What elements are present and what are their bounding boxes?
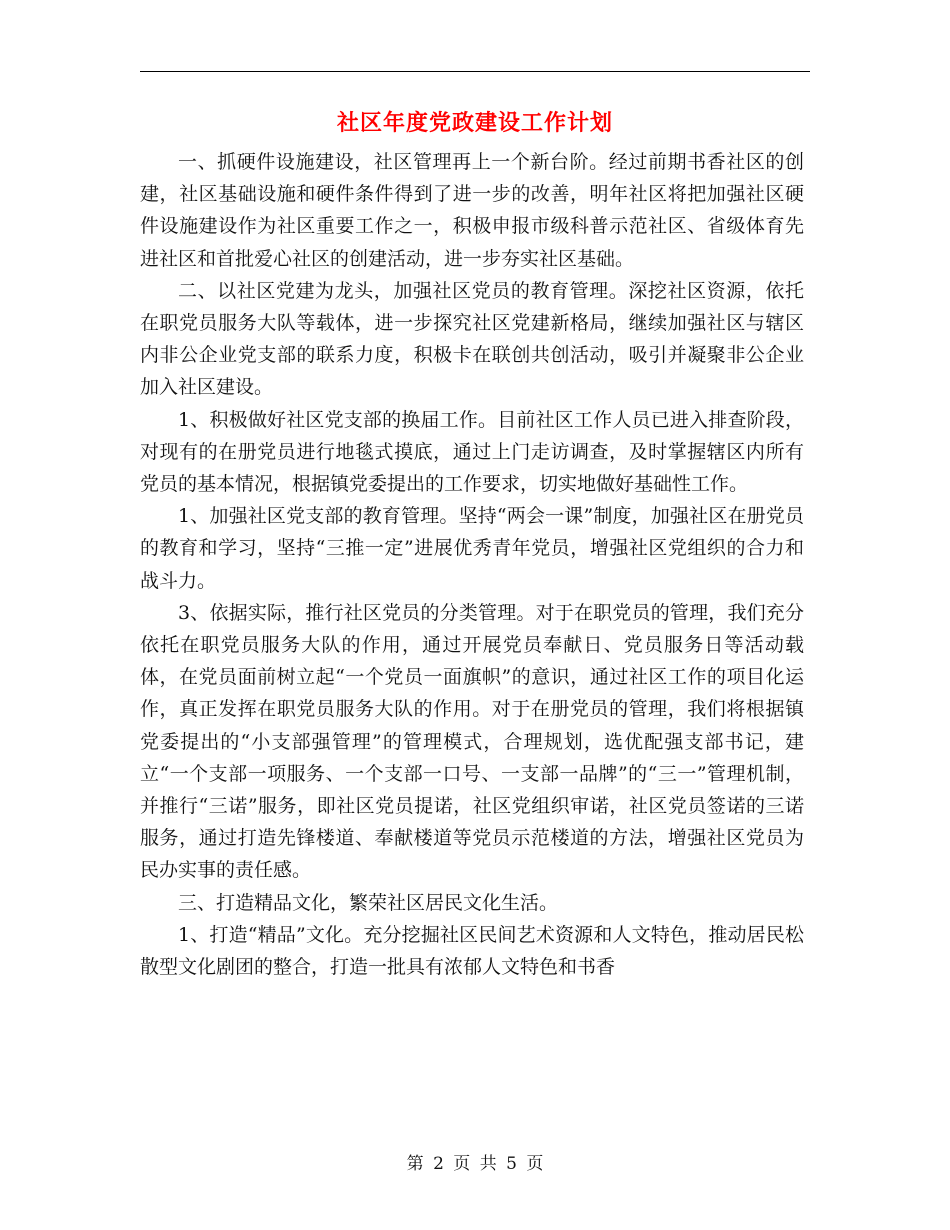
paragraph-2: 二、以社区党建为龙头，加强社区党员的教育管理。深挖社区资源，依托在职党员服务大队等载体，进一步探究社区党建新格局，继续加强社区与辖区内非公企业党支部的联系力度，积极卡在联创共创活动，吸引并凝聚非公企业加入社区建设。 xyxy=(140,279,804,399)
document-body xyxy=(140,146,804,983)
document-title: 社区年度党政建设工作计划 xyxy=(336,111,613,136)
paragraph-6: 三、打造精品文化，繁荣社区居民文化生活。 xyxy=(178,891,559,914)
page-number-footer: 第 2 页 共 5 页 xyxy=(406,1154,544,1174)
paragraph-5: 3、依据实际，推行社区党员的分类管理。对于在职党员的管理，我们充分依托在职党员服务大队的作用，通过开展党员奉献日、党员服务日等活动载体，在党员面前树立起“一个党员一面旗帜”的意识，通过社区工作的项目化运作，真正发挥在职党员服务大队的作用。对于在册党员的管理，我们将根据镇党委提出的“小支部强管理”的管理模式，合理规划，选优配强支部书记，建立“一个支部一项服务、一个支部一口号、一支部一品牌”的“三一”管理机制，并推行“三诺”服务，即社区党员提诺，社区党组织审诺，社区党员签诺的三诺服务，通过打造先锋楼道、奉献楼道等党员示范楼道的方法，增强社区党员为民办实事的责任感。 xyxy=(140,601,804,882)
paragraph-1: 一、抓硬件设施建设，社区管理再上一个新台阶。经过前期书香社区的创建，社区基础设施和硬件条件得到了进一步的改善，明年社区将把加强社区硬件设施建设作为社区重要工作之一，积极申报市级科普示范社区、省级体育先进社区和首批爱心社区的创建活动，进一步夯实社区基础。 xyxy=(140,151,804,270)
paragraph-4: 1、加强社区党支部的教育管理。坚持“两会一课”制度，加强社区在册党员的教育和学习，坚持“三推一定”进展优秀青年党员，增强社区党组织的合力和战斗力。 xyxy=(140,505,804,592)
paragraph-3: 1、积极做好社区党支部的换届工作。目前社区工作人员已进入排查阶段，对现有的在册党员进行地毯式摸底，通过上门走访调查，及时掌握辖区内所有党员的基本情况，根据镇党委提出的工作要求，切实地做好基础性工作。 xyxy=(140,408,804,496)
header-rule xyxy=(140,71,810,72)
paragraph-7: 1、打造“精品”文化。充分挖掘社区民间艺术资源和人文特色，推动居民松散型文化剧团的整合，打造一批具有浓郁人文特色和书香 xyxy=(140,923,804,979)
